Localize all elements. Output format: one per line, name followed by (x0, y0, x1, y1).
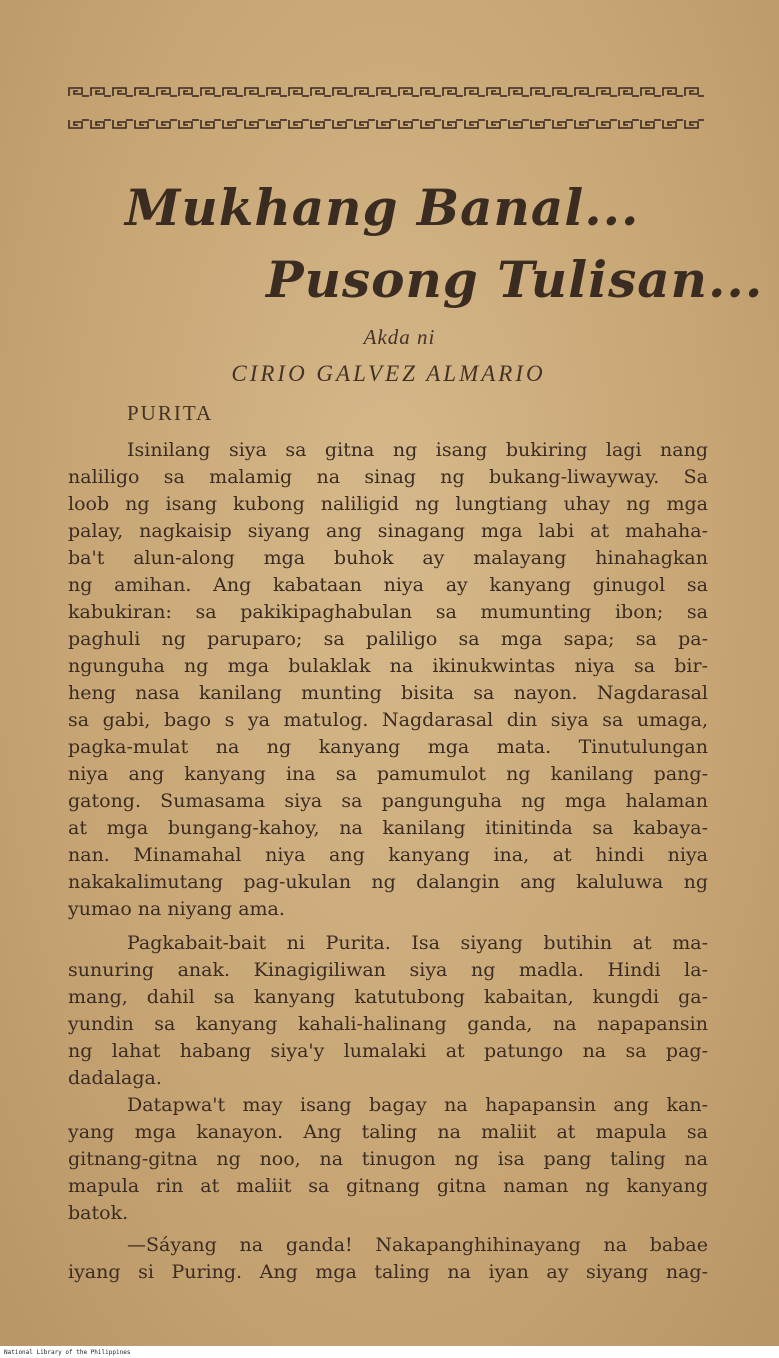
text-line: naliligo sa malamig na sinag ng bukang-liwayway. Sa (68, 466, 708, 488)
text-line: yumao na niyang ama. (68, 898, 285, 920)
text-line: Datapwa't may isang bagay na hapapansin ang kan- (127, 1094, 708, 1116)
decorative-border-top (68, 86, 704, 98)
text-line: nan. Minamahal niya ang kanyang ina, at hindi niya (68, 844, 708, 866)
text-line: pagka-mulat na ng kanyang mga mata. Tinutulungan (68, 736, 708, 758)
text-line: batok. (68, 1202, 129, 1224)
title-line-1: Mukhang Banal... (125, 178, 640, 237)
text-line: paghuli ng paruparo; sa paliligo sa mga sapa; sa pa- (68, 628, 708, 650)
byline-label: Akda ni (363, 325, 436, 349)
text-line: at mga bungang-kahoy, na kanilang itinitinda sa kabaya- (68, 817, 708, 839)
library-credit: National Library of the Philippines (4, 1349, 131, 1356)
text-line: kabukiran: sa pakikipaghabulan sa mumunting ibon; sa (68, 601, 708, 623)
author-name: CIRIO GALVEZ ALMARIO (231, 361, 546, 386)
text-line: ba't alun-along mga buhok ay malayang hinahagkan (68, 547, 708, 569)
text-line: nakakalimutang pag-ukulan ng dalangin ang kaluluwa ng (68, 871, 708, 893)
decorative-border-bottom (68, 118, 704, 130)
title-line-2: Pusong Tulisan... (266, 250, 764, 309)
text-line: Pagkabait-bait ni Purita. Isa siyang butihin at ma- (127, 932, 708, 954)
text-line: niya ang kanyang ina sa pamumulot ng kanilang pang- (68, 763, 708, 785)
text-line: ngunguha ng mga bulaklak na ikinukwintas niya sa bir- (68, 655, 708, 677)
text-line: sa gabi, bago s ya matulog. Nagdarasal din siya sa umaga, (68, 709, 708, 731)
text-line: gitnang-gitna ng noo, na tinugon ng isa pang taling na (68, 1148, 708, 1170)
text-line: sunuring anak. Kinagigiliwan siya ng madla. Hindi la- (68, 959, 708, 981)
text-line: mang, dahil sa kanyang katutubong kabaitan, kungdi ga- (68, 986, 708, 1008)
text-line: loob ng isang kubong naliligid ng lungtiang uhay ng mga (68, 493, 708, 515)
text-line: iyang si Puring. Ang mga taling na iyan ay siyang nag- (68, 1261, 708, 1283)
text-line: dadalaga. (68, 1067, 162, 1089)
text-line: heng nasa kanilang munting bisita sa nayon. Nagdarasal (68, 682, 708, 704)
section-heading: PURITA (127, 401, 214, 425)
text-line: ng lahat habang siya'y lumalaki at patungo na sa pag- (68, 1040, 708, 1062)
text-line: yundin sa kanyang kahali-halinang ganda, na napapansin (68, 1013, 708, 1035)
text-line: yang mga kanayon. Ang taling na maliit at mapula sa (68, 1121, 708, 1143)
text-line: Isinilang siya sa gitna ng isang bukiring lagi nang (127, 439, 708, 461)
text-line: mapula rin at maliit sa gitnang gitna naman ng kanyang (68, 1175, 708, 1197)
text-line: palay, nagkaisip siyang ang sinagang mga labi at mahaha- (68, 520, 708, 542)
text-line: gatong. Sumasama siya sa pangunguha ng mga halaman (68, 790, 708, 812)
text-line: —Sáyang na ganda! Nakapanghihinayang na babae (127, 1234, 708, 1256)
text-line: ng amihan. Ang kabataan niya ay kanyang ginugol sa (68, 574, 708, 596)
